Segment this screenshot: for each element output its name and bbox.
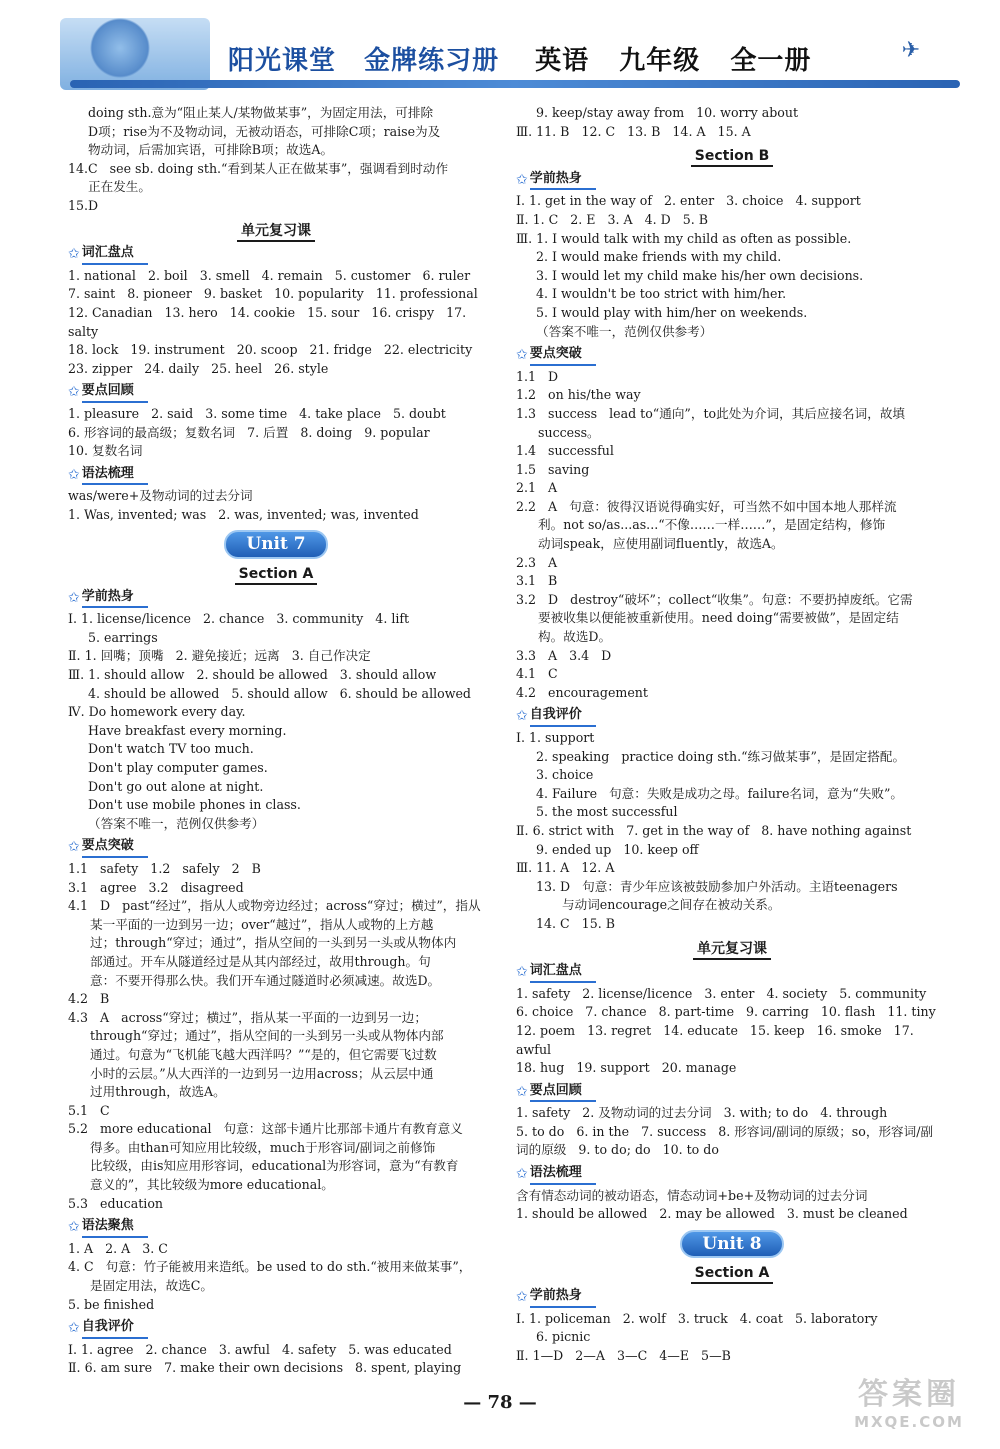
subject-name: 英语 xyxy=(535,46,590,76)
points-line: 1. safety 2. 及物动词的过去分词 3. with; to do 4. through xyxy=(516,1105,888,1121)
breakthrough-line: 部通过。开车从隧道经过是从其内部经过，故用through。句 xyxy=(90,953,431,969)
points-line: 6. 形容词的最高级；复数名词 7. 后置 8. doing 9. popular xyxy=(68,424,430,440)
unit-7-badge: Unit 7 xyxy=(68,530,484,559)
self-eval-line: Ⅱ. 6. strict with 7. get in the way of 8. have nothing against xyxy=(516,822,912,838)
answer-line: Ⅲ. 11. B 12. C 13. B 14. A 15. A xyxy=(516,123,751,139)
answer-line: 正在发生。 xyxy=(88,179,151,195)
warmup-line: Don't use mobile phones in class. xyxy=(88,797,301,813)
volume-name: 全一册 xyxy=(730,46,812,76)
star-icon: ✩ xyxy=(68,246,80,263)
points-line: 1. pleasure 2. said 3. some time 4. take place 5. doubt xyxy=(68,405,446,421)
points-line: 词的原级 9. to do; do 10. to do xyxy=(516,1142,719,1158)
header-bar xyxy=(70,80,960,88)
breakthrough-line: 4.1 D past“经过”，指从人或物旁边经过；across“穿过；横过”，指从 xyxy=(68,898,481,914)
breakthrough-line: 1.3 success lead to“通向”，to此处为介词，其后应接名词，故填 xyxy=(516,405,906,421)
breakthrough-line: 利。not so/as...as...“不像……一样……”，是固定结构，修饰 xyxy=(538,517,886,533)
breakthrough-line: 3.1 B xyxy=(516,573,558,589)
warmup-line: 6. picnic xyxy=(536,1329,591,1345)
grammar-focus-line: 是固定用法，故选C。 xyxy=(90,1278,213,1294)
warmup-line: Have breakfast every morning. xyxy=(88,722,287,738)
vocab-heading: ✩ 词汇盘点 xyxy=(68,244,484,265)
points-heading: ✩ 要点回顾 xyxy=(68,382,484,403)
self-eval-line: 13. D 句意：青少年应该被鼓励参加户外活动。主语teenagers xyxy=(536,878,898,894)
grammar-focus-line: 4. C 句意：竹子能被用来造纸。be used to do sth.“被用来做某事”， xyxy=(68,1259,472,1275)
page-header xyxy=(60,18,960,90)
star-icon: ✩ xyxy=(516,1289,528,1306)
self-eval-line: Ⅱ. 6. am sure 7. make their own decisions 8. spent, playing xyxy=(68,1360,462,1376)
breakthrough-line: 3.1 agree 3.2 disagreed xyxy=(68,879,244,895)
breakthrough-line: 意：不要开得那么快。我们开车通过隧道时必须减速。故选D。 xyxy=(90,972,441,988)
breakthrough-heading: ✩ 要点突破 xyxy=(68,837,484,858)
breakthrough-line: 小时的云层。”从大西洋的一边到另一边用across；从云层中通 xyxy=(90,1065,434,1081)
breakthrough-line: 比较级，由is知应用形容词，educational为形容词，意为“有教育 xyxy=(90,1158,459,1174)
star-icon: ✩ xyxy=(516,1083,528,1100)
grammar-heading: ✩ 语法梳理 xyxy=(68,465,484,486)
star-icon: ✩ xyxy=(516,1166,528,1183)
right-column xyxy=(516,104,948,1365)
grammar-line: 1. should be allowed 2. may be allowed 3. must be cleaned xyxy=(516,1206,908,1222)
breakthrough-line: 2.3 A xyxy=(516,554,558,570)
warmup-line: Ⅱ. 1. 回嘴；顶嘴 2. 避免接近；远离 3. 自己作决定 xyxy=(68,648,371,664)
breakthrough-line: 3.3 A 3.4 D xyxy=(516,647,612,663)
grammar-line: was/were+及物动词的过去分词 xyxy=(68,488,253,504)
warmup-line: 4. should be allowed 5. should allow 6. should be allowed xyxy=(88,685,471,701)
self-eval-line: 9. ended up 10. keep off xyxy=(536,841,699,857)
watermark-text: 答案圈 xyxy=(858,1377,960,1412)
bird-icon: ✈ xyxy=(901,38,920,63)
brand-name: 阳光课堂 xyxy=(228,46,337,76)
self-eval-line: 5. the most successful xyxy=(536,804,678,820)
self-eval-heading: ✩ 自我评价 xyxy=(516,706,948,727)
vocab-line: 18. lock 19. instrument 20. scoop 21. fridge 22. electricity xyxy=(68,342,473,358)
breakthrough-line: 5.2 more educational 句意：这部卡通片比那部卡通片有教育意义 xyxy=(68,1121,463,1137)
breakthrough-line: 2.2 A 句意：彼得汉语说得确实好，可当然不如中国本地人那样流 xyxy=(516,498,897,514)
section-a-title: Section A xyxy=(516,1264,948,1283)
warmup-line: Ⅰ. 1. license/licence 2. chance 3. community 4. lift xyxy=(68,611,410,627)
self-eval-line: 3. choice xyxy=(536,767,594,783)
breakthrough-line: 1.4 successful xyxy=(516,443,614,459)
self-eval-line: Ⅲ. 11. A 12. A xyxy=(516,860,615,876)
star-icon: ✩ xyxy=(68,384,80,401)
answer-line: doing sth.意为“阻止某人/某物做某事”，为固定用法，可排除 xyxy=(88,105,434,120)
breakthrough-line: 通过。句意为“飞机能飞越大西洋吗？”“是的，但它需要飞过数 xyxy=(90,1046,437,1062)
grade-name: 九年级 xyxy=(619,46,701,76)
section-a-title: Section A xyxy=(68,565,484,584)
series-name: 金牌练习册 xyxy=(364,46,500,76)
warmup-line: Ⅰ. 1. policeman 2. wolf 3. truck 4. coat 5. laboratory xyxy=(516,1310,878,1326)
star-icon: ✩ xyxy=(68,466,80,483)
breakthrough-line: 过用through，故选A。 xyxy=(90,1084,226,1100)
warmup-line: Ⅲ. 1. should allow 2. should be allowed 3. should allow xyxy=(68,667,437,683)
breakthrough-line: through“穿过；通过”，指从空间的一头到另一头或从物体内部 xyxy=(90,1028,444,1044)
self-eval-line: Ⅰ. 1. support xyxy=(516,730,595,745)
star-icon: ✩ xyxy=(516,171,528,188)
warmup-line: （答案不唯一，范例仅供参考） xyxy=(536,323,713,339)
breakthrough-line: 构。故选D。 xyxy=(538,629,612,645)
warmup-line: Ⅱ. 1. C 2. E 3. A 4. D 5. B xyxy=(516,211,708,227)
vocab-line: 23. zipper 24. daily 25. heel 26. style xyxy=(68,360,329,376)
warmup-line: （答案不唯一，范例仅供参考） xyxy=(88,815,265,831)
warmup-heading: ✩ 学前热身 xyxy=(68,588,484,609)
points-heading: ✩ 要点回顾 xyxy=(516,1082,948,1103)
warmup-line: Ⅲ. 1. I would talk with my child as often as possible. xyxy=(516,230,852,246)
grammar-focus-line: 1. A 2. A 3. C xyxy=(68,1240,168,1256)
watermark-url: MXQE.COM xyxy=(854,1413,964,1431)
grammar-heading: ✩ 语法梳理 xyxy=(516,1164,948,1185)
star-icon: ✩ xyxy=(516,708,528,725)
breakthrough-line: 4.1 C xyxy=(516,666,558,682)
warmup-line: 5. earrings xyxy=(88,629,158,645)
vocab-line: 1. safety 2. license/licence 3. enter 4. society 5. community xyxy=(516,985,927,1001)
watermark-logo xyxy=(834,1369,984,1435)
breakthrough-line: 1.2 on his/the way xyxy=(516,387,641,403)
breakthrough-line: 过；through“穿过；通过”，指从空间的一头到另一头或从物体内 xyxy=(90,935,457,951)
self-eval-line: 与动词encourage之间存在被动关系。 xyxy=(562,897,781,913)
answer-line: D项；rise为不及物动词，无被动语态，可排除C项；raise为及 xyxy=(88,123,441,139)
star-icon: ✩ xyxy=(68,839,80,856)
review-title: 单元复习课 xyxy=(516,940,948,959)
left-column xyxy=(68,104,484,1378)
warmup-line: Ⅳ. Do homework every day. xyxy=(68,704,246,720)
breakthrough-line: 4.2 B xyxy=(68,991,110,1007)
warmup-line: 5. I would play with him/her on weekends. xyxy=(536,304,808,320)
answer-line: 物动词，后需加宾语，可排除B项；故选A。 xyxy=(88,142,334,158)
star-icon: ✩ xyxy=(516,964,528,981)
review-title: 单元复习课 xyxy=(68,222,484,241)
grammar-line: 含有情态动词的被动语态，情态动词+be+及物动词的过去分词 xyxy=(516,1187,868,1203)
answer-line: 15.D xyxy=(68,197,99,213)
breakthrough-line: 得多。由than可知应用比较级，much于形容词/副词之前修饰 xyxy=(90,1139,436,1155)
warmup-line: Ⅰ. 1. get in the way of 2. enter 3. choice 4. support xyxy=(516,193,861,209)
self-eval-line: 4. Failure 句意：失败是成功之母。failure名词，意为“失败”。 xyxy=(536,785,904,801)
grammar-focus-heading: ✩ 语法聚焦 xyxy=(68,1217,484,1238)
section-b-title: Section B xyxy=(516,147,948,166)
warmup-line: Don't watch TV too much. xyxy=(88,741,254,757)
self-eval-heading: ✩ 自我评价 xyxy=(68,1318,484,1339)
vocab-line: 12. Canadian 13. hero 14. cookie 15. sour 16. crispy 17. salty xyxy=(68,304,471,339)
breakthrough-line: 5.3 education xyxy=(68,1195,164,1211)
warmup-line: Don't play computer games. xyxy=(88,760,268,775)
vocab-heading: ✩ 词汇盘点 xyxy=(516,962,948,983)
self-eval-line: Ⅰ. 1. agree 2. chance 3. awful 4. safety 5. was educated xyxy=(68,1341,452,1357)
answer-line: 14.C see sb. doing sth.“看到某人正在做某事”，强调看到时动作 xyxy=(68,160,449,176)
self-eval-line: 14. C 15. B xyxy=(536,915,615,931)
answer-line: 9. keep/stay away from 10. worry about xyxy=(536,105,799,120)
unit-8-badge: Unit 8 xyxy=(516,1230,948,1259)
vocab-line: 7. saint 8. pioneer 9. basket 10. popularity 11. professional xyxy=(68,286,478,302)
grammar-focus-line: 5. be finished xyxy=(68,1296,155,1312)
breakthrough-line: 3.2 D destroy“破坏”；collect“收集”。句意：不要扔掉废纸。它需 xyxy=(516,591,913,607)
header-title xyxy=(228,40,811,77)
vocab-line: 1. national 2. boil 3. smell 4. remain 5. customer 6. ruler xyxy=(68,267,471,283)
warmup-heading: ✩ 学前热身 xyxy=(516,170,948,191)
vocab-line: 18. hug 19. support 20. manage xyxy=(516,1060,737,1076)
breakthrough-line: 1.5 saving xyxy=(516,461,590,477)
breakthrough-line: 动词speak，应使用副词fluently，故选A。 xyxy=(538,536,784,552)
points-line: 5. to do 6. in the 7. success 8. 形容词/副词的原级；so，形容词/副 xyxy=(516,1123,934,1139)
breakthrough-line: success。 xyxy=(538,424,600,440)
warmup-line: Ⅱ. 1—D 2—A 3—C 4—E 5—B xyxy=(516,1347,731,1363)
breakthrough-line: 1.1 safety 1.2 safely 2 B xyxy=(68,860,261,876)
breakthrough-line: 要被收集以便能被重新使用。need doing“需要被做”，是固定结 xyxy=(538,610,899,626)
vocab-line: 12. poem 13. regret 14. educate 15. keep 16. smoke 17. awful xyxy=(516,1022,918,1057)
grammar-line: 1. Was, invented; was 2. was, invented; was, invented xyxy=(68,506,419,522)
breakthrough-line: 5.1 C xyxy=(68,1102,110,1118)
vocab-line: 6. choice 7. chance 8. part-time 9. carring 10. flash 11. tiny xyxy=(516,1004,936,1020)
star-icon: ✩ xyxy=(68,1219,80,1236)
breakthrough-line: 2.1 A xyxy=(516,480,558,496)
breakthrough-heading: ✩ 要点突破 xyxy=(516,345,948,366)
warmup-line: 4. I wouldn't be too strict with him/her. xyxy=(536,286,787,302)
breakthrough-line: 4.3 A across“穿过；横过”，指从某一平面的一边到另一边； xyxy=(68,1009,427,1025)
star-icon: ✩ xyxy=(68,589,80,606)
warmup-line: 2. I would make friends with my child. xyxy=(536,249,782,265)
warmup-heading: ✩ 学前热身 xyxy=(516,1287,948,1308)
page-number: — 78 — xyxy=(463,1392,537,1413)
points-line: 10. 复数名词 xyxy=(68,443,143,459)
breakthrough-line: 1.1 D xyxy=(516,368,559,384)
star-icon: ✩ xyxy=(516,347,528,364)
star-icon: ✩ xyxy=(68,1320,80,1337)
self-eval-line: 2. speaking practice doing sth.“练习做某事”，是固定搭配。 xyxy=(536,748,906,764)
breakthrough-line: 意义的”，其比较级为more educational。 xyxy=(90,1177,334,1193)
breakthrough-line: 某一平面的一边到另一边；over“越过”，指从人或物的上方越 xyxy=(90,916,434,932)
warmup-line: 3. I would let my child make his/her own decisions. xyxy=(536,267,864,283)
warmup-line: Don't go out alone at night. xyxy=(88,778,264,794)
breakthrough-line: 4.2 encouragement xyxy=(516,684,648,700)
